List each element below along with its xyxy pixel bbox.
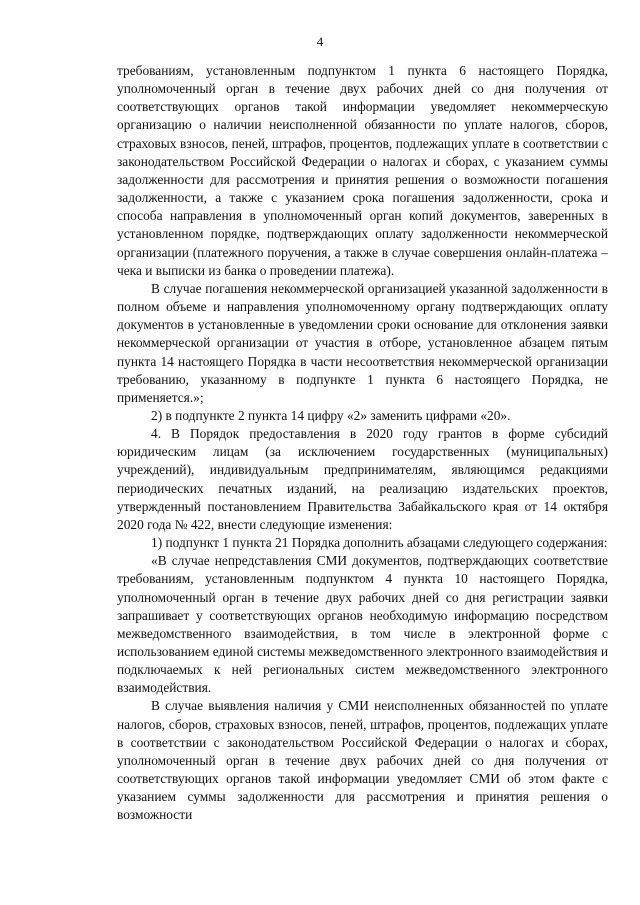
paragraph-7: В случае выявления наличия у СМИ неисполненных обязанностей по уплате налогов, сборов, страховых взносов, пеней, штрафов, процентов, подлежащих уплате в соответствии с законодательством Российской Федерации о налогах и сборах, уполномоченный орган в течение двух рабочих дней со дня получения от соответствующих органов такой информации уведомляет СМИ об этом факте с указанием суммы задолженности для рассмотрения и принятия решения о возможности: [117, 698, 608, 823]
paragraph-1: требованиям, установленным подпунктом 1 пункта 6 настоящего Порядка, уполномоченный орган в течение двух рабочих дней со дня получения от соответствующих органов такой информации уведомляет некоммерческую организацию о наличии неисполненной обязанности по уплате налогов, сборов, страховых взносов, пеней, штрафов, процентов, подлежащих уплате в соответствии с законодательством Российской Федерации о налогах и сборах, с указанием суммы задолженности для рассмотрения и принятия решения о возможности погашения задолженности, а также с указанием срока погашения задолженности, срока и способа направления в уполномоченный орган копий документов, заверенных в установленном порядке, подтверждающих оплату задолженности некоммерческой организации (платежного поручения, а также в случае совершения онлайн-платежа – чека и выписки из банка о проведении платежа).: [117, 63, 608, 278]
page-number: 4: [316, 34, 324, 49]
document-body: [117, 62, 608, 825]
paragraph-5: 1) подпункт 1 пункта 21 Порядка дополнить абзацами следующего содержания:: [151, 535, 608, 551]
paragraph-4: 4. В Порядок предоставления в 2020 году грантов в форме субсидий юридическим лицам (за исключением государственных (муниципальных) учреждений), индивидуальным предпринимателям, являющимся редакциями периодических печатных изданий, на реализацию издательских проектов, утвержденный постановлением Правительства Забайкальского края от 14 октября 2020 года № 422, внести следующие изменения:: [117, 426, 608, 532]
paragraph-6: «В случае непредставления СМИ документов, подтверждающих соответствие требованиям, установленным подпунктом 4 пункта 10 настоящего Порядка, уполномоченный орган в течение двух рабочих дней со дня регистрации заявки запрашивает у соответствующих органов необходимую информацию посредством межведомственного взаимодействия, в том числе в электронной форме с использованием единой системы межведомственного электронного взаимодействия и подключаемых к ней региональных систем межведомственного электронного взаимодействия.: [117, 553, 608, 696]
paragraph-2: В случае погашения некоммерческой организацией указанной задолженности в полном объеме и направления уполномоченному органу подтверждающих оплату документов в установленные в уведомлении сроки основание для отклонения заявки некоммерческой организации от участия в отборе, установленное абзацем пятым пункта 14 настоящего Порядка в части несоответствия некоммерческой организации требованию, указанному в подпункте 1 пункта 6 настоящего Порядка, не применяется.»;: [117, 280, 608, 405]
paragraph-3: 2) в подпункте 2 пункта 14 цифру «2» заменить цифрами «20».: [151, 407, 511, 423]
